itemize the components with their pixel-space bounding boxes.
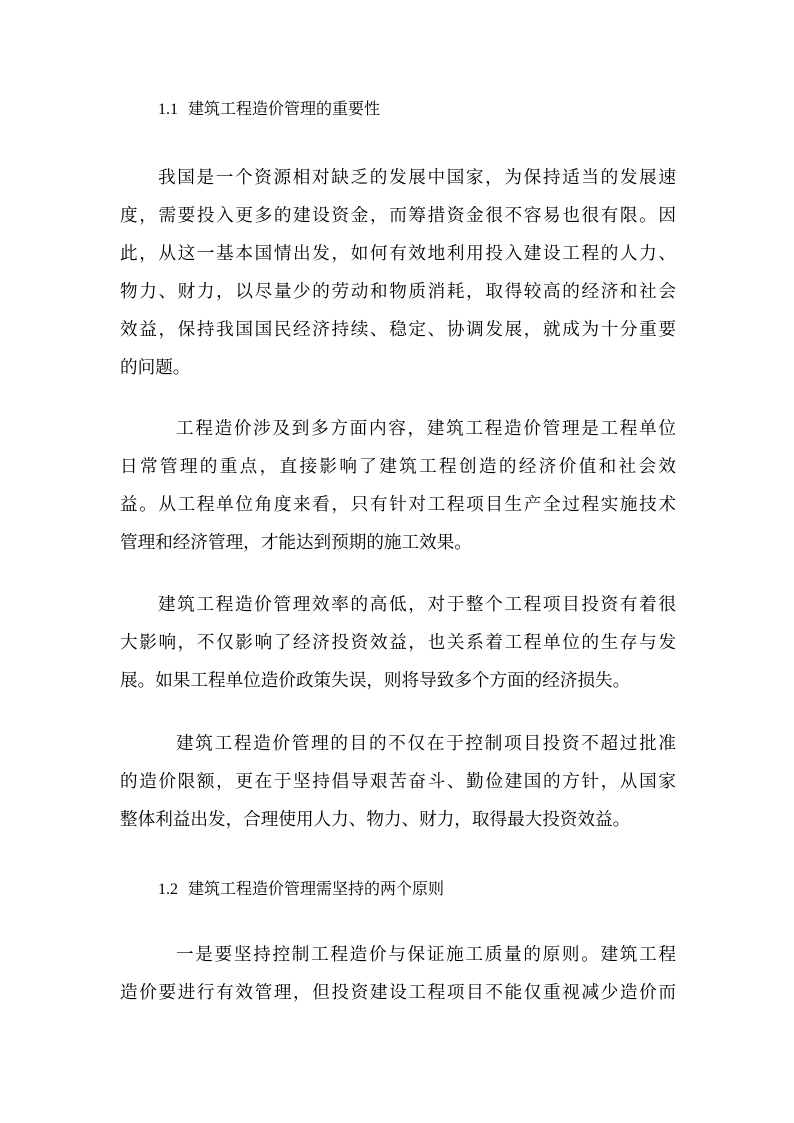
section-title: 建筑工程造价管理需坚持的两个原则: [188, 879, 445, 898]
text-line: 管理和经济管理，才能达到预期的施工效果。: [120, 533, 472, 553]
text-line: 的问题。: [120, 358, 191, 378]
paragraph-efficiency: [120, 586, 676, 700]
section-number: 1.2: [158, 881, 178, 898]
text-line: 物力、财力，以尽量少的劳动和物质消耗，取得较高的经济和社会: [120, 282, 676, 302]
text-line: 展。如果工程单位造价政策失误，则将导致多个方面的经济损失。: [120, 671, 631, 691]
text-line: 大影响，不仅影响了经济投资效益，也关系着工程单位的生存与发: [120, 633, 676, 653]
text-line: 工程造价涉及到多方面内容，建筑工程造价管理是工程单位: [176, 419, 676, 439]
text-line: 此，从这一基本国情出发，如何有效地利用投入建设工程的人力、: [120, 244, 676, 264]
text-line: 效益，保持我国国民经济持续、稳定、协调发展，就成为十分重要: [120, 320, 676, 340]
text-line: 我国是一个资源相对缺乏的发展中国家，为保持适当的发展速: [158, 168, 676, 188]
paragraph-management-focus: [120, 410, 676, 562]
section-number: 1.1: [158, 101, 178, 118]
text-line: 一是要坚持控制工程造价与保证施工质量的原则。建筑工程: [176, 945, 676, 965]
text-line: 建筑工程造价管理效率的高低，对于整个工程项目投资有着很: [158, 595, 676, 615]
paragraph-principle-one: [120, 936, 676, 1012]
section-heading-1-1: [158, 98, 380, 121]
paragraph-resource-context: [120, 159, 676, 387]
text-line: 整体利益出发，合理使用人力、物力、财力，取得最大投资效益。: [120, 810, 631, 830]
text-line: 造价要进行有效管理，但投资建设工程项目不能仅重视减少造价而: [120, 983, 676, 1003]
section-heading-1-2: [158, 878, 444, 901]
text-line: 益。从工程单位角度来看，只有针对工程项目生产全过程实施技术: [120, 495, 676, 515]
text-line: 的造价限额，更在于坚持倡导艰苦奋斗、勤俭建国的方针，从国家: [120, 772, 676, 792]
text-line: 度，需要投入更多的建设资金，而筹措资金很不容易也很有限。因: [120, 206, 676, 226]
text-line: 日常管理的重点，直接影响了建筑工程创造的经济价值和社会效: [120, 457, 676, 477]
text-line: 建筑工程造价管理的目的不仅在于控制项目投资不超过批准: [176, 734, 676, 754]
section-title: 建筑工程造价管理的重要性: [188, 99, 381, 118]
paragraph-purpose: [120, 725, 676, 839]
